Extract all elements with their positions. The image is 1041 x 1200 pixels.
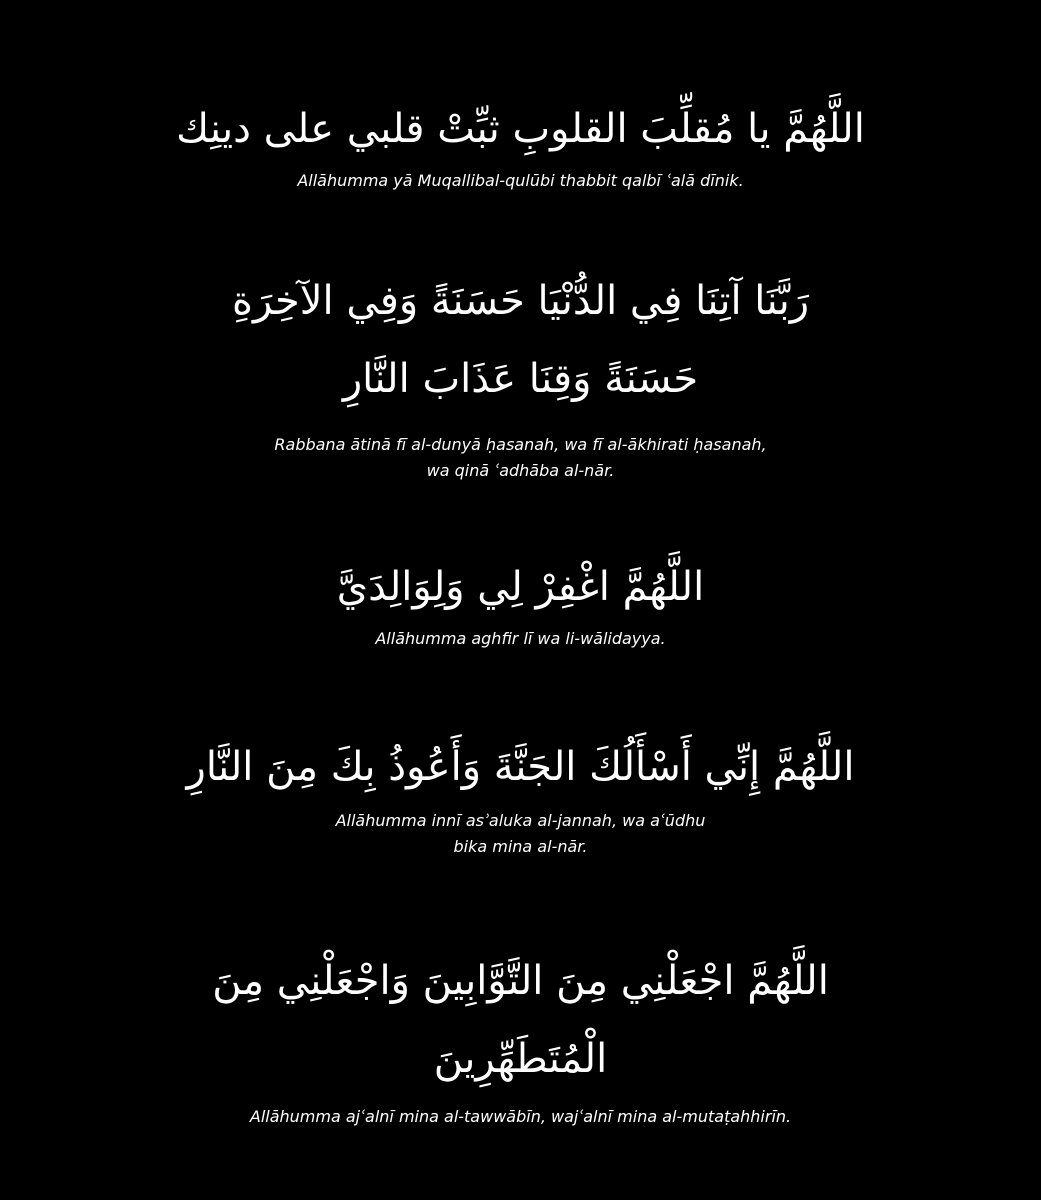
dua-block-3 [0, 548, 1041, 652]
dua-block-4 [0, 728, 1041, 860]
dua-arabic-text: اللَّهُمَّ اغْفِرْ لِي وَلِوَالِدَيَّ [336, 564, 705, 610]
dua-arabic-text: اللَّهُمَّ اجْعَلْنِي مِنَ التَّوَّابِينَ وَاجْعَلْنِي مِنَ الْمُتَطَهِّرِينَ [212, 958, 829, 1082]
dua-arabic-text: اللَّهُمَّ يا مُقلِّبَ القلوبِ ثبِّتْ قلبي على دينِك [176, 106, 865, 152]
dua-transliteration: Allāhumma yā Muqallibal-qulūbi thabbit qalbī ʿalā dīnik. [297, 171, 744, 190]
dua-arabic-text: رَبَّنَا آتِنَا فِي الدُّنْيَا حَسَنَةً وَفِي الآخِرَةِ حَسَنَةً وَقِنَا عَذَابَ النَّارِ [231, 278, 810, 402]
dua-block-2 [0, 262, 1041, 484]
dua-transliteration: Allāhumma innī asʾaluka al-jannah, wa aʿūdhu bika mina al-nār. [335, 811, 706, 856]
dua-transliteration: Rabbana ātinā fī al-dunyā ḥasanah, wa fī al-ākhirati ḥasanah, wa qinā ʿadhāba al-nār. [274, 435, 767, 480]
dua-block-1 [0, 90, 1041, 194]
dua-arabic-text: اللَّهُمَّ إِنِّي أَسْأَلُكَ الجَنَّةَ وَأَعُوذُ بِكَ مِنَ النَّارِ [186, 744, 855, 790]
dua-transliteration: Allāhumma aghfir lī wa li-wālidayya. [375, 629, 666, 648]
dua-transliteration: Allāhumma ajʿalnī mina al-tawwābīn, wajʿalnī mina al-mutaṭahhirīn. [249, 1107, 792, 1126]
dua-block-5 [0, 942, 1041, 1130]
